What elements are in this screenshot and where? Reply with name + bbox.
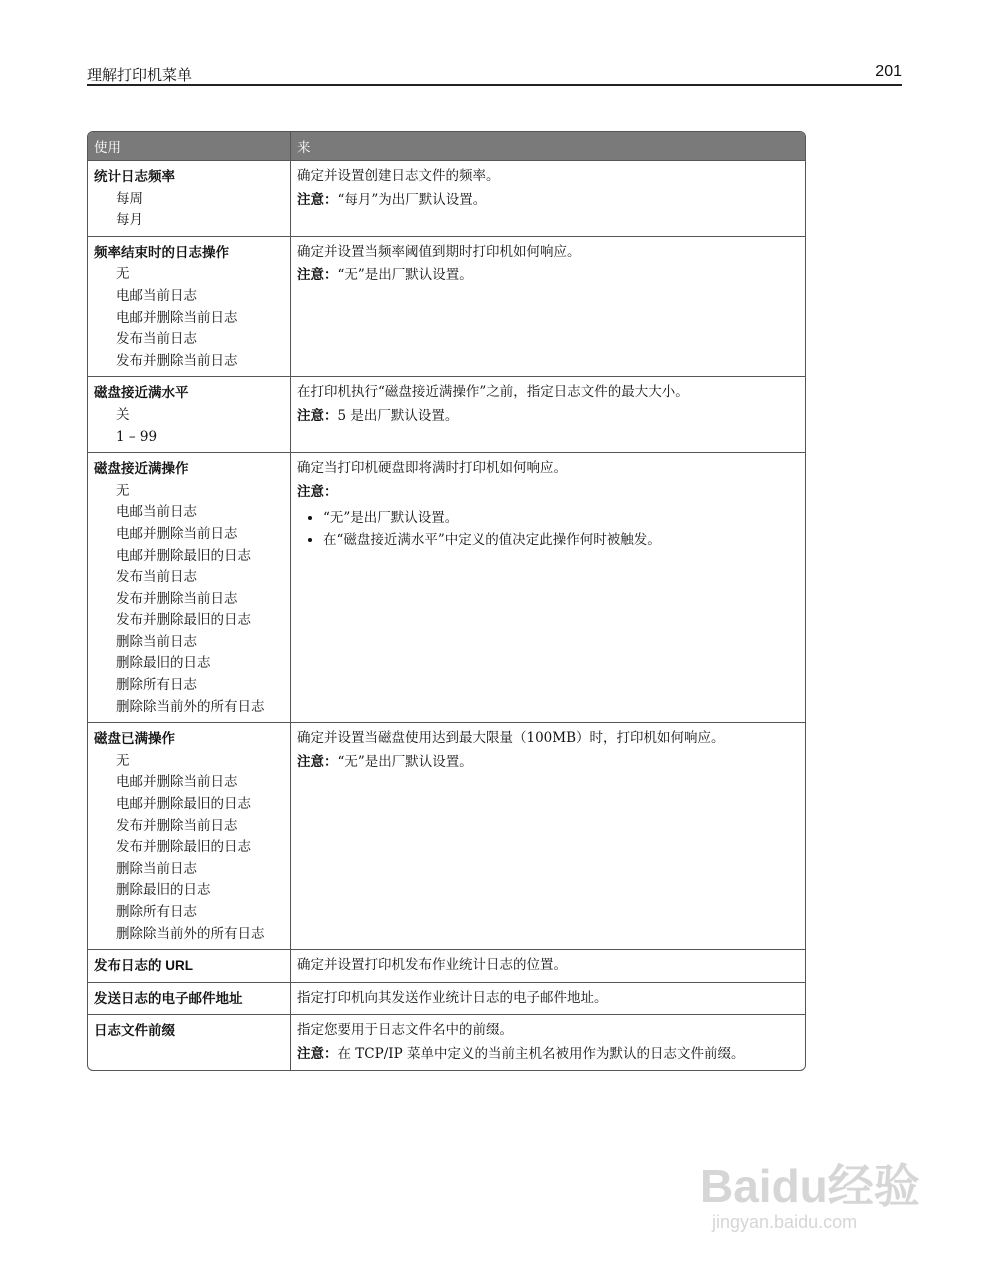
setting-cell	[88, 1015, 291, 1069]
description-cell	[291, 161, 805, 237]
note-label: 注意：	[297, 483, 338, 499]
setting-option: 每周	[116, 190, 143, 207]
setting-option: 1 – 99	[116, 428, 158, 445]
table-row	[88, 1015, 805, 1069]
table-row	[88, 453, 805, 723]
description-text: 在打印机执行“磁盘接近满操作”之前，指定日志文件的最大大小。	[297, 384, 689, 401]
setting-option: 发布并删除当前日志	[116, 590, 238, 607]
note-label: 注意：	[297, 1045, 338, 1061]
description-cell	[291, 237, 805, 378]
setting-option: 发布并删除最旧的日志	[116, 612, 251, 629]
setting-option: 电邮并删除当前日志	[116, 774, 238, 791]
setting-option: 无	[116, 482, 130, 499]
setting-option: 关	[116, 406, 130, 423]
setting-option: 电邮并删除当前日志	[116, 525, 238, 542]
note-list	[297, 507, 799, 551]
description-text: 确定并设置创建日志文件的频率。	[297, 168, 500, 184]
note-text: 在 TCP/IP 菜单中定义的当前主机名被用作为默认的日志文件前缀。	[337, 1045, 745, 1062]
description-cell	[291, 377, 805, 453]
setting-option: 电邮并删除最旧的日志	[116, 796, 251, 813]
setting-cell	[88, 453, 291, 723]
note	[297, 189, 799, 212]
setting-option: 电邮当前日志	[116, 504, 197, 521]
setting-name: 发送日志的电子邮件地址	[94, 990, 243, 1006]
note	[297, 405, 799, 428]
note-text: “每月”为出厂默认设置。	[337, 191, 487, 208]
watermark-url: jingyan.baidu.com	[712, 1212, 858, 1232]
setting-option: 发布当前日志	[116, 331, 197, 348]
note-label: 注意：	[297, 267, 338, 283]
table-row	[88, 950, 805, 983]
menu-settings-table	[87, 131, 806, 1071]
setting-option: 删除除当前外的所有日志	[116, 925, 265, 942]
setting-option: 发布并删除当前日志	[116, 352, 238, 369]
table-row	[88, 237, 805, 378]
description-cell	[291, 983, 805, 1016]
setting-option: 删除当前日志	[116, 860, 197, 877]
table-row	[88, 161, 805, 237]
setting-option: 电邮并删除当前日志	[116, 309, 238, 326]
setting-option: 删除最旧的日志	[116, 882, 211, 899]
column-header-description: 来	[291, 132, 805, 161]
setting-name: 日志文件前缀	[94, 1023, 175, 1039]
description-text: 确定当打印机硬盘即将满时打印机如何响应。	[297, 460, 567, 477]
description-cell	[291, 453, 805, 723]
description-text: 指定打印机向其发送作业统计日志的电子邮件地址。	[297, 989, 608, 1006]
setting-option: 删除当前日志	[116, 633, 197, 650]
setting-option: 发布并删除最旧的日志	[116, 839, 251, 856]
setting-name: 发布日志的 URL	[94, 958, 193, 974]
table-row	[88, 723, 805, 950]
setting-cell	[88, 723, 291, 950]
setting-option: 删除除当前外的所有日志	[116, 698, 265, 715]
note-text: “无”是出厂默认设置。	[337, 267, 473, 284]
table-row	[88, 983, 805, 1016]
note-bullet: • “无”是出厂默认设置。	[323, 507, 799, 529]
note-text: 5 是出厂默认设置。	[337, 407, 459, 424]
setting-name: 磁盘接近满操作	[94, 461, 189, 477]
setting-cell	[88, 983, 291, 1016]
setting-cell	[88, 950, 291, 983]
note-bullet: • 在“磁盘接近满水平”中定义的值决定此操作何时被触发。	[323, 529, 799, 551]
description-cell	[291, 1015, 805, 1069]
setting-option: 电邮当前日志	[116, 287, 197, 304]
note-label: 注意：	[297, 191, 338, 207]
note-label: 注意：	[297, 407, 338, 423]
setting-option: 无	[116, 266, 130, 283]
setting-name: 磁盘已满操作	[94, 731, 175, 747]
note	[297, 481, 799, 504]
page-number: 201	[875, 63, 902, 80]
page-header	[87, 62, 902, 86]
setting-name: 频率结束时的日志操作	[94, 244, 229, 260]
column-header-use: 使用	[88, 132, 291, 161]
setting-option: 发布当前日志	[116, 569, 197, 586]
setting-option: 删除最旧的日志	[116, 655, 211, 672]
watermark-logo: Baidu经验	[700, 1160, 920, 1212]
setting-cell	[88, 237, 291, 378]
setting-cell	[88, 161, 291, 237]
note	[297, 751, 799, 774]
description-text: 确定并设置当频率阈值到期时打印机如何响应。	[297, 243, 581, 260]
note-text: “无”是出厂默认设置。	[337, 753, 473, 770]
description-text: 指定您要用于日志文件名中的前缀。	[297, 1022, 513, 1039]
setting-option: 发布并删除当前日志	[116, 817, 238, 834]
note	[297, 1043, 799, 1066]
setting-option: 删除所有日志	[116, 904, 197, 920]
note	[297, 264, 799, 287]
description-cell	[291, 723, 805, 950]
setting-name: 磁盘接近满水平	[94, 385, 189, 401]
section-title: 理解打印机菜单	[87, 66, 193, 84]
setting-option: 无	[116, 752, 130, 769]
table-row	[88, 377, 805, 453]
setting-option: 每月	[116, 212, 143, 229]
setting-option: 删除所有日志	[116, 677, 197, 694]
description-cell	[291, 950, 805, 983]
baidu-watermark	[700, 1150, 920, 1233]
description-text: 确定并设置打印机发布作业统计日志的位置。	[297, 957, 567, 974]
note-label: 注意：	[297, 753, 338, 769]
setting-name: 统计日志频率	[94, 169, 175, 184]
description-text: 确定并设置当磁盘使用达到最大限量（100MB）时，打印机如何响应。	[297, 730, 725, 747]
setting-option: 电邮并删除最旧的日志	[116, 547, 251, 564]
setting-cell	[88, 377, 291, 453]
